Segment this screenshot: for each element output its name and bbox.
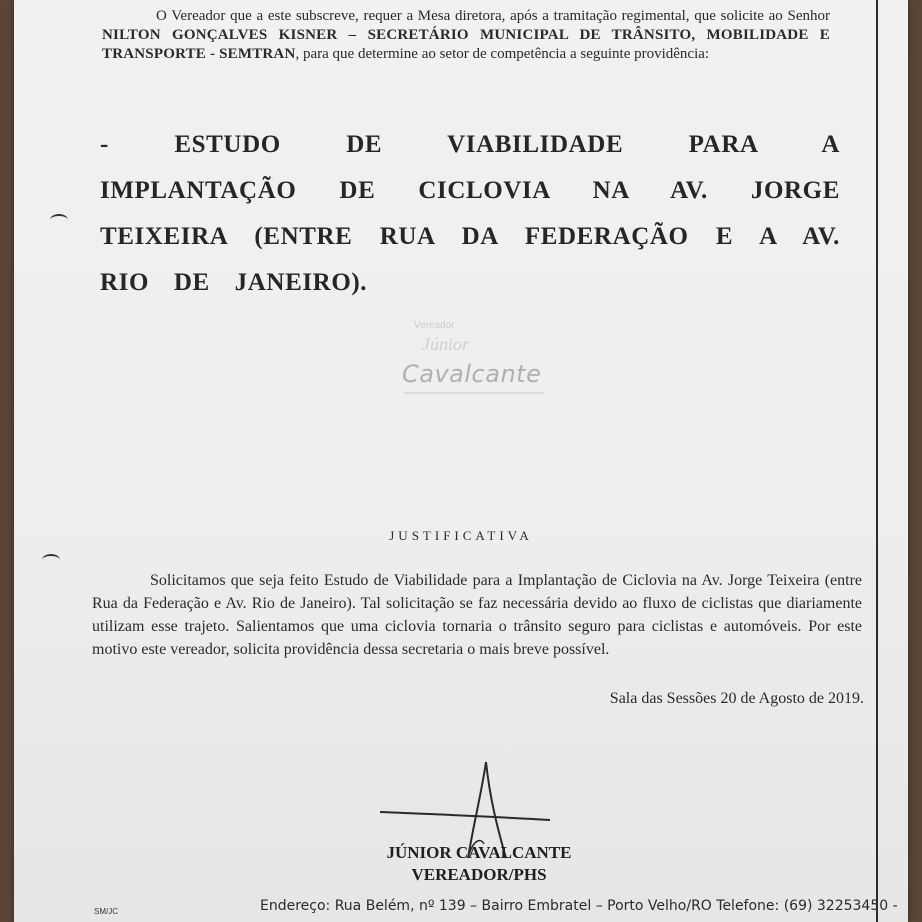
session-date: Sala das Sessões 20 de Agosto de 2019. [609,690,864,707]
stamp-underline [404,392,544,394]
request-heading: - ESTUDO DE VIABILIDADE PARA A IMPLANTAÇÃO DE CICLOVIA NA AV. JORGE TEIXEIRA (ENTRE RUA DA FEDERAÇÃO E A AV. RIO DE JANEIRO). [100,131,840,296]
signer-block [314,842,644,886]
justificativa-paragraph: Solicitamos que seja feito Estudo de Viabilidade para a Implantação de Ciclovia na Av. Jorge Teixeira (entre Rua da Federação e Av. Rio de Janeiro). Tal solicitação se faz necessária devido ao fluxo de ciclistas que diariamente utilizam esse trajeto. Salientamos que uma ciclovia tornaria o trânsito seguro para ciclistas e automóveis. Por este motivo este vereador, solicita providência dessa secretaria o mais breve possível. [92,572,862,658]
punch-hole-mark [42,554,60,566]
signer-title: VEREADOR/PHS [411,865,547,884]
typist-initials: SM/JC [94,907,118,916]
footer-address: Endereço: Rua Belém, nº 139 – Bairro Embratel – Porto Velho/RO Telefone: (69) 32253450 - [260,898,898,914]
stamp-top-text: Vereador [414,320,455,331]
stamp-name-text: Cavalcante [402,360,542,388]
page-edge-line [876,0,878,922]
document-page [14,0,908,922]
council-stamp [402,320,552,406]
punch-hole-mark [50,214,68,226]
stamp-script-text: Júnior [422,334,469,354]
intro-addressee: NILTON GONÇALVES KISNER – SECRETÁRIO MUNICIPAL DE TRÂNSITO, MOBILIDADE E TRANSPORTE - SEMTRAN [102,27,830,62]
intro-text-start: O Vereador que a este subscreve, requer a Mesa diretora, após a tramitação regimental, que solicite ao Senhor [156,8,830,24]
intro-paragraph [102,7,830,64]
justificativa-title: JUSTIFICATIVA [389,528,533,543]
signer-name: JÚNIOR CAVALCANTE [386,843,572,862]
intro-text-end: , para que determine ao setor de competência a seguinte providência: [295,46,710,62]
